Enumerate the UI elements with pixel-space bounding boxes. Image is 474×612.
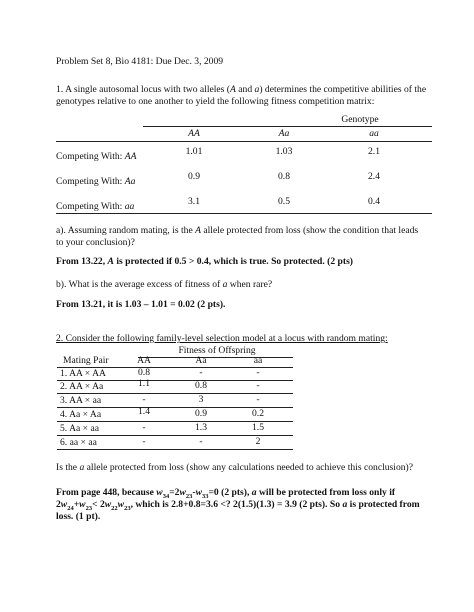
qb-text: b). What is the average excess of fitness of a when rare?: [56, 279, 273, 290]
table1-header-rule: [56, 141, 432, 142]
qa-text-line1: a). Assuming random mating, is the A allele protected from loss (show the condition that leads: [56, 225, 419, 236]
table1-bottom-rule: [56, 213, 432, 214]
q2-text: 2. Consider the following family-level selection model at a locus with random mating:: [56, 333, 388, 344]
table2-header-pair: Mating Pair: [63, 355, 109, 366]
document-page: Problem Set 8, Bio 4181: Due Dec. 3, 2009 1. A single autosomal locus with two alleles (A and a) determines the competitive abilities of the genotypes relative to one another to yield the following fitness competition matrix: Genotype AA Aa aa Competing With: AA 1.01 1.03 2.1 Competing With: Aa 0.9 0.8 2.4 Competing With: aa 3.1 0.5 0.4 a). Assuming random mating, is the A allele protected from loss (show the condition that leads to your conclusion)? From 13.22, A is protected if 0.5 > 0.4, which is true. So protected. (2 pts) b). What is the average excess of fitness of a when rare? From 13.21, it is 1.03 – 1.01 = 0.02 (2 pts). 2. Consider the following family-level selection model at a locus with random mating: Fitness of Offspring Mating Pair AA Aa aa 1. AA × AA 0.8 - - 2. AA × Aa 1.1 0.8 - 3. AA × aa - 3 - 4. Aa × Aa 1.4 0.9 0.2 5. Aa × aa - 1.3 1.5 6. aa × aa - - 2 Is the a allele protected from loss (show any calculations needed to achieve this conclusion)? From page 448, because $w_{34}=2w_{23}-w_{33}=0$ (2 pts), a will be protected from loss only if $2w_{24}+w_{23}< 2w_{22}w_{23}$, which is 2.8+0.8=3.6 <? 2(1.5)(1.3) = 3.9 (2 pts). So a is protected from loss. (1 pt).: [0, 0, 474, 612]
q2a-answer-line2: $2w_{24}+w_{23}< 2w_{22}w_{23}$, which is 2.8+0.8=3.6 <? 2(1.5)(1.3) = 3.9 (2 pts). So a is protected from: [56, 499, 420, 512]
table1-row-label: Competing With: Aa: [56, 176, 136, 187]
qa-answer: From 13.22, A is protected if 0.5 > 0.4, which is true. So protected. (2 pts): [56, 256, 353, 267]
q2a-answer-line3: loss. (1 pt).: [56, 511, 101, 522]
table2-bottom-rule: [57, 449, 293, 450]
table1-row-label: Competing With: AA: [56, 151, 137, 162]
q1-text-line2: genotypes relative to one another to yield the following fitness competition matrix:: [56, 96, 375, 107]
table2-row-pair: 5. Aa × aa: [60, 423, 99, 434]
table2-row-pair: 6. aa × aa: [60, 437, 97, 448]
table2-group-rule: [138, 357, 293, 358]
table2-row-pair: 3. AA × aa: [60, 395, 102, 406]
qb-answer: From 13.21, it is 1.03 – 1.01 = 0.02 (2 pts).: [56, 299, 226, 310]
table2-row-pair: 2. AA × Aa: [60, 381, 104, 392]
q2a-answer-line1: From page 448, because $w_{34}=2w_{23}-w_{33}=0$ (2 pts), a will be protected from loss only if: [56, 487, 396, 500]
q1-text-line1: 1. A single autosomal locus with two alleles (A and a) determines the competitive abilities of the: [56, 84, 427, 95]
table1-top-rule: [143, 126, 432, 127]
document-header: Problem Set 8, Bio 4181: Due Dec. 3, 2009: [56, 56, 224, 67]
table1-row-label: Competing With: aa: [56, 201, 135, 212]
qa-text-line2: to your conclusion)?: [56, 237, 135, 248]
table2-row-pair: 1. AA × AA: [60, 368, 106, 379]
q2a-text: Is the a allele protected from loss (show any calculations needed to achieve this conclusion)?: [56, 462, 413, 473]
table2-row-pair: 4. Aa × Aa: [60, 409, 102, 420]
